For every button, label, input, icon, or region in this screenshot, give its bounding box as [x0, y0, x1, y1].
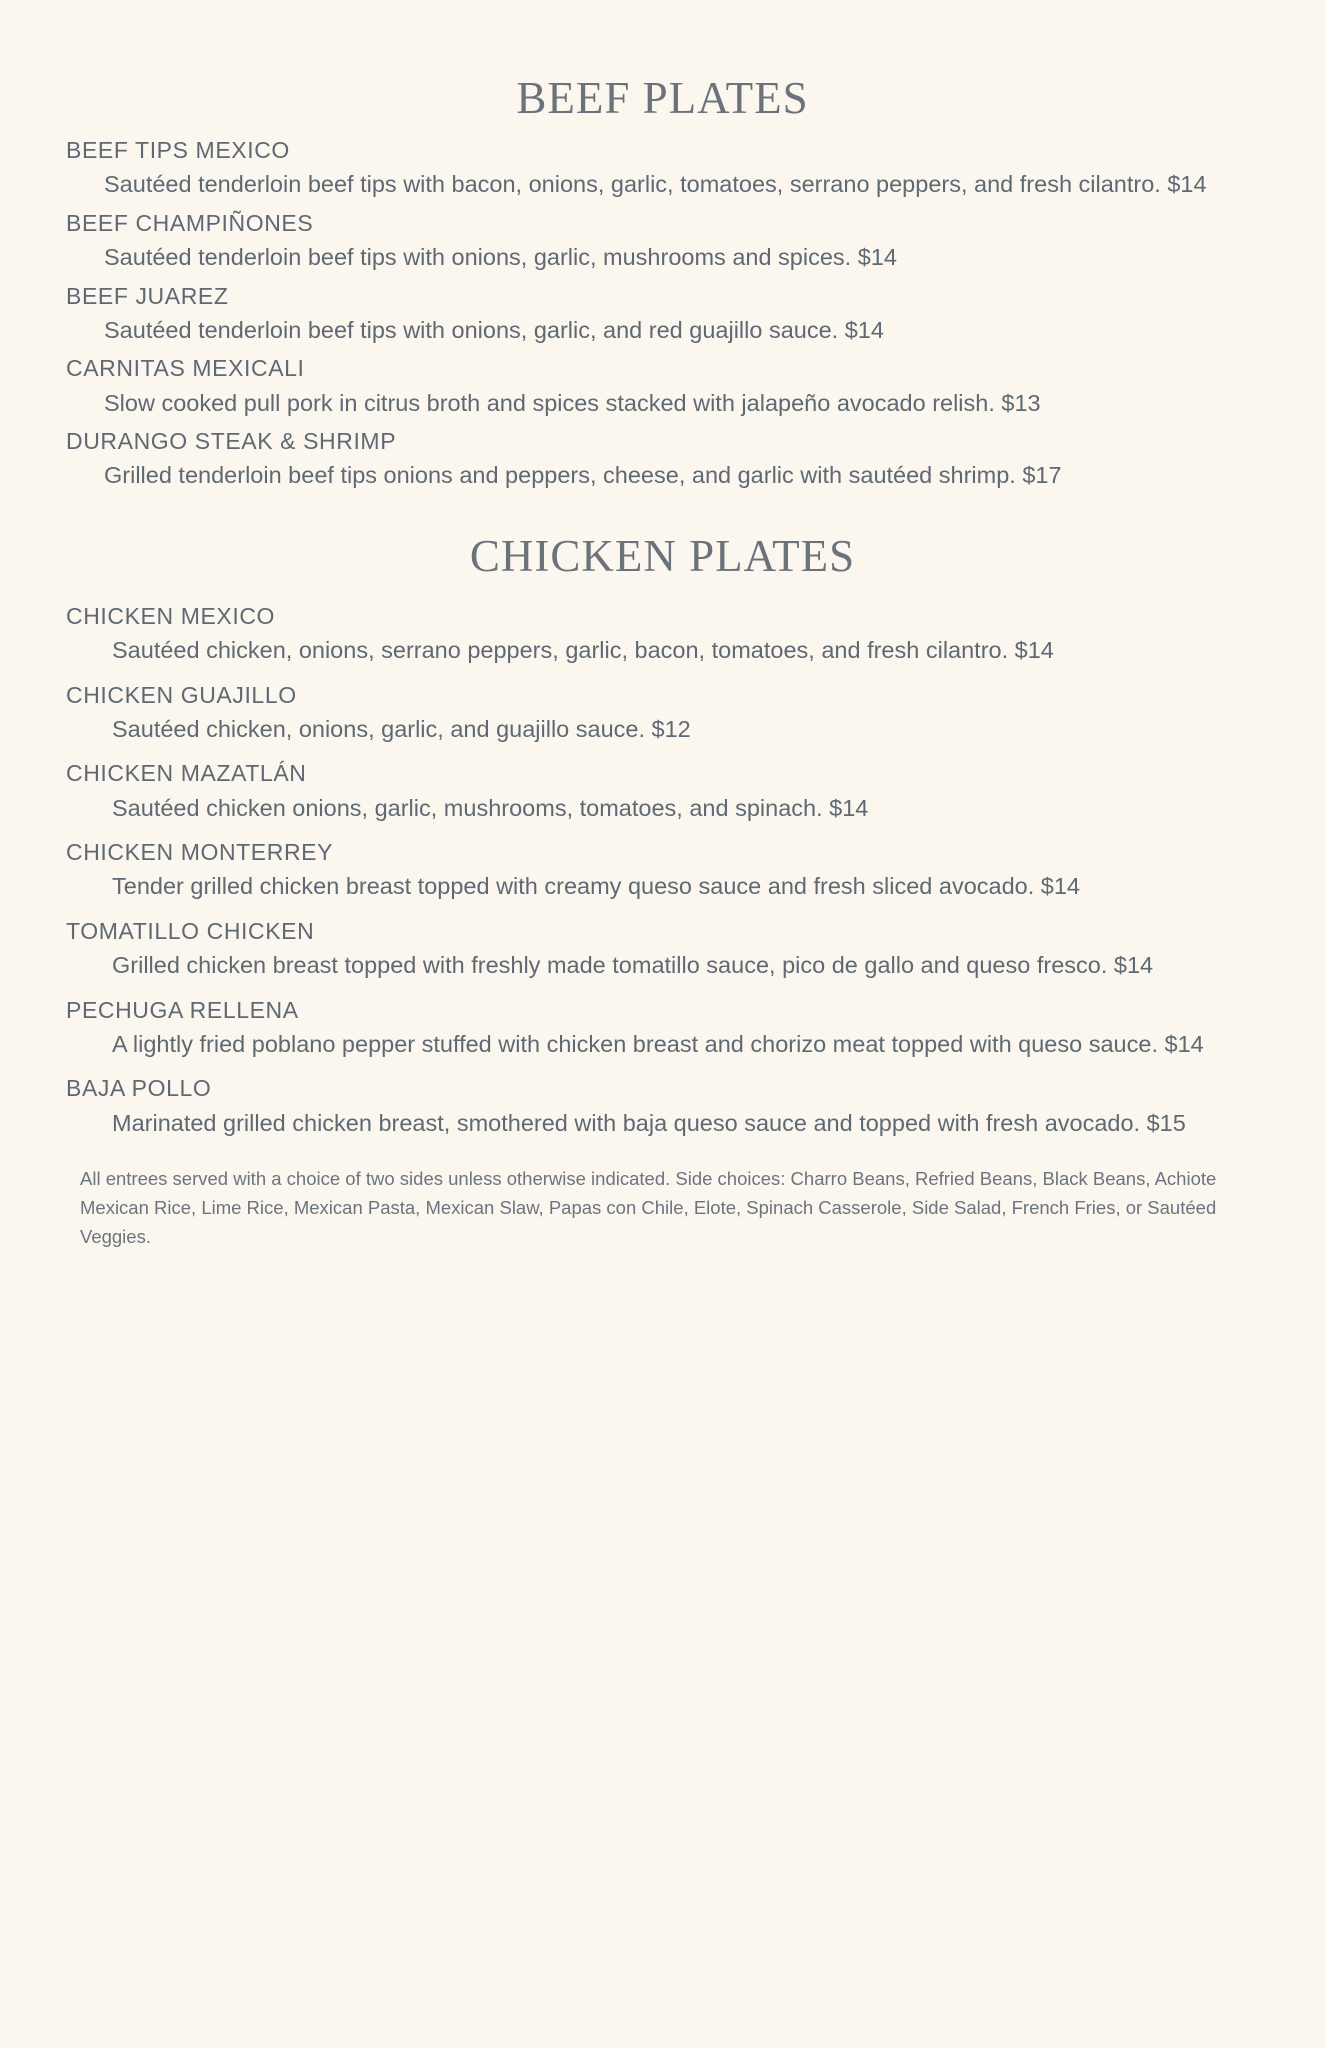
menu-item-description: Sautéed tenderloin beef tips with onions, garlic, and red guajillo sauce. $14	[104, 316, 884, 343]
menu-item	[66, 679, 1259, 746]
menu-item-name: BEEF TIPS MEXICO	[66, 137, 290, 163]
menu-item-description: Grilled chicken breast topped with freshly made tomatillo sauce, pico de gallo and queso fresco. $14	[112, 952, 1154, 979]
menu-item	[66, 280, 1259, 347]
menu-item-description: Sautéed tenderloin beef tips with onions, garlic, mushrooms and spices. $14	[104, 244, 897, 271]
menu-item-description: Tender grilled chicken breast topped with creamy queso sauce and fresh sliced avocado. $14	[112, 873, 1080, 900]
menu-item-description: Sautéed chicken, onions, serrano peppers, garlic, bacon, tomatoes, and fresh cilantro. $14	[112, 637, 1054, 664]
menu-item-name: CARNITAS MEXICALI	[66, 355, 305, 382]
menu-item	[66, 915, 1259, 982]
menu-item-name: CHICKEN MEXICO	[66, 602, 276, 629]
menu-item	[66, 207, 1259, 274]
menu-item-description: Grilled tenderloin beef tips onions and peppers, cheese, and garlic with sautéed shrimp. $17	[104, 462, 1062, 489]
menu-item-name: TOMATILLO CHICKEN	[66, 917, 315, 944]
menu-item-description: Sautéed chicken, onions, garlic, and guajillo sauce. $12	[112, 715, 691, 742]
sides-footnote: All entrees served with a choice of two sides unless otherwise indicated. Side choices: Charro Beans, Refried Beans, Black Beans, Achiote Mexican Rice, Lime Rice, Mexican Pasta, Mexican Slaw, Papas con Chile, Elote, Spinach Casserole, Side Salad, French Fries, or Sautéed Veggies.	[80, 1168, 1217, 1247]
menu-list-beef	[66, 134, 1259, 492]
menu-item	[66, 757, 1259, 824]
menu-item-description: Slow cooked pull pork in citrus broth and spices stacked with jalapeño avocado relish. $13	[104, 389, 1041, 416]
menu-item	[66, 836, 1259, 903]
section-title-beef: BEEF PLATES	[516, 73, 809, 123]
menu-item-name: BAJA POLLO	[66, 1075, 212, 1102]
menu-item-name: PECHUGA RELLENA	[66, 996, 299, 1023]
menu-item	[66, 134, 1259, 201]
menu-item-name: CHICKEN GUAJILLO	[66, 681, 297, 708]
menu-item-name: CHICKEN MAZATLÁN	[66, 760, 307, 787]
menu-item-name: DURANGO STEAK & SHRIMP	[66, 428, 397, 455]
menu-item	[66, 425, 1259, 492]
menu-list-chicken	[66, 600, 1259, 1139]
menu-item-description: Marinated grilled chicken breast, smothered with baja queso sauce and topped with fresh avocado. $15	[112, 1109, 1186, 1136]
menu-item-name: BEEF CHAMPIÑONES	[66, 209, 314, 236]
menu-item-description: Sautéed chicken onions, garlic, mushrooms, tomatoes, and spinach. $14	[112, 794, 869, 821]
section-title-chicken: CHICKEN PLATES	[469, 530, 856, 581]
menu-item	[66, 352, 1259, 419]
menu-item-description: Sautéed tenderloin beef tips with bacon, onions, garlic, tomatoes, serrano peppers, and fresh cilantro. $14	[104, 171, 1207, 198]
menu-item-description: A lightly fried poblano pepper stuffed with chicken breast and chorizo meat topped with queso sauce. $14	[112, 1031, 1204, 1057]
menu-item	[66, 1072, 1259, 1139]
menu-item	[66, 994, 1259, 1061]
menu-item-name: CHICKEN MONTERREY	[66, 839, 334, 866]
menu-item	[66, 600, 1259, 667]
menu-item-name: BEEF JUAREZ	[66, 282, 229, 309]
